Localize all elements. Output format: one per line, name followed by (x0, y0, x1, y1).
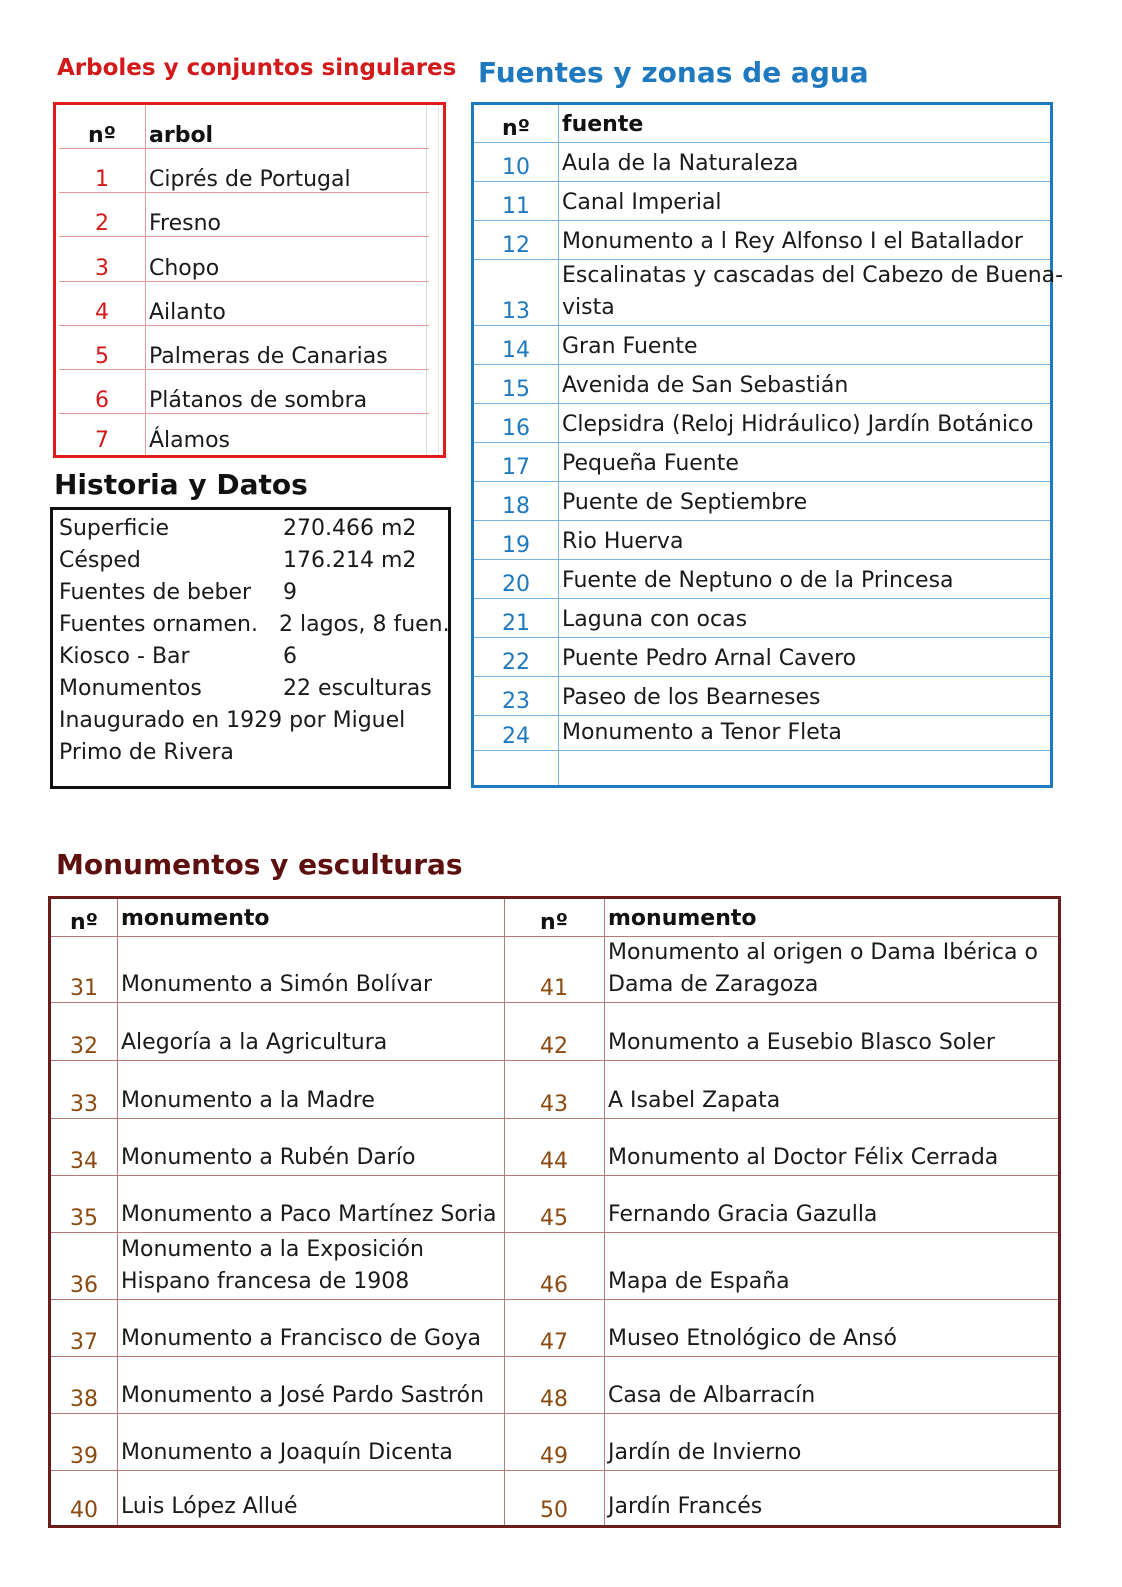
table-row (59, 238, 429, 282)
monument-name: Museo Etnológico de Ansó (608, 1326, 897, 1351)
tree-number: 5 (95, 344, 109, 369)
monument-name: Fernando Gracia Gazulla (608, 1202, 878, 1227)
monuments-col-number-header: nº (539, 910, 569, 935)
monument-name: Monumento a Rubén Darío (121, 1145, 416, 1170)
history-box (50, 507, 451, 789)
water-number: 11 (502, 194, 530, 219)
history-label: Monumentos (59, 676, 202, 701)
water-name: Pequeña Fuente (562, 451, 739, 476)
table-row (474, 326, 1050, 365)
water-name: Paseo de los Bearneses (562, 685, 821, 710)
monuments-heading: Monumentos y esculturas (56, 848, 463, 881)
history-label: Superficie (59, 516, 170, 541)
monument-name: Mapa de España (608, 1269, 790, 1294)
history-inaugurated: Inaugurado en 1929 por Miguel (59, 708, 406, 733)
tree-number: 1 (95, 167, 109, 192)
history-label: Césped (59, 548, 141, 573)
water-col-name-header: fuente (562, 112, 644, 137)
water-name: Escalinatas y cascadas del Cabezo de Buena- (562, 263, 1064, 288)
monuments-table (48, 896, 1061, 1528)
table-row (51, 1471, 1058, 1525)
water-number: 21 (502, 611, 530, 636)
monuments-col-name-header: monumento (608, 906, 757, 931)
water-name: Fuente de Neptuno o de la Princesa (562, 568, 954, 593)
monument-number: 49 (540, 1444, 568, 1469)
monument-name: Luis López Allué (121, 1494, 298, 1519)
table-row (59, 282, 429, 326)
monument-number: 45 (540, 1206, 568, 1231)
water-number: 15 (502, 377, 530, 402)
tree-name: Álamos (149, 428, 230, 453)
history-label: Fuentes ornamen. (59, 612, 258, 637)
monument-name-cont: Hispano francesa de 1908 (121, 1269, 410, 1294)
history-label: Kiosco - Bar (59, 644, 190, 669)
monument-number: 36 (70, 1273, 98, 1298)
tree-number: 6 (95, 388, 109, 413)
table-row (474, 221, 1050, 260)
history-heading: Historia y Datos (54, 468, 308, 501)
monument-number: 47 (540, 1330, 568, 1355)
monument-name: Alegoría a la Agricultura (121, 1030, 388, 1055)
tree-name: Chopo (149, 256, 220, 281)
table-row (51, 1176, 1058, 1233)
monument-name: Monumento a Joaquín Dicenta (121, 1440, 453, 1465)
history-value: 2 lagos, 8 fuen. (279, 612, 450, 637)
history-value: 176.214 m2 (283, 548, 417, 573)
tree-name: Ailanto (149, 300, 226, 325)
monument-number: 41 (540, 976, 568, 1001)
monument-name: Jardín de Invierno (608, 1440, 802, 1465)
monument-number: 46 (540, 1273, 568, 1298)
monument-number: 32 (70, 1034, 98, 1059)
water-heading: Fuentes y zonas de agua (478, 56, 869, 89)
monument-number: 38 (70, 1387, 98, 1412)
monument-number: 31 (70, 976, 98, 1001)
water-name: Puente Pedro Arnal Cavero (562, 646, 857, 671)
monument-number: 50 (540, 1498, 568, 1523)
water-name: Avenida de San Sebastián (562, 373, 849, 398)
water-number: 24 (502, 724, 530, 749)
table-row (474, 182, 1050, 221)
water-name: Laguna con ocas (562, 607, 748, 632)
water-number: 10 (502, 155, 530, 180)
table-row (51, 1300, 1058, 1357)
tree-name: Plátanos de sombra (149, 388, 368, 413)
water-number: 17 (502, 455, 530, 480)
row-divider (59, 236, 429, 237)
table-row (474, 443, 1050, 482)
table-row (474, 482, 1050, 521)
monument-number: 34 (70, 1149, 98, 1174)
table-row (51, 937, 1058, 1003)
monument-name: Monumento al origen o Dama Ibérica o (608, 940, 1038, 965)
monument-name: A Isabel Zapata (608, 1088, 781, 1113)
monument-name: Jardín Francés (608, 1494, 763, 1519)
table-row (474, 560, 1050, 599)
monument-name: Monumento a Paco Martínez Soria (121, 1202, 497, 1227)
tree-name: Fresno (149, 211, 222, 236)
tree-name: Palmeras de Canarias (149, 344, 388, 369)
water-number: 22 (502, 650, 530, 675)
table-row (474, 716, 1050, 751)
water-name: Canal Imperial (562, 190, 722, 215)
history-value: 6 (283, 644, 297, 669)
table-row (474, 599, 1050, 638)
water-number: 23 (502, 689, 530, 714)
monument-number: 42 (540, 1034, 568, 1059)
water-number: 12 (502, 233, 530, 258)
table-row (59, 326, 429, 370)
table-row (59, 193, 429, 237)
water-name: Gran Fuente (562, 334, 698, 359)
tree-number: 2 (95, 211, 109, 236)
trees-col-number-header: nº (87, 123, 117, 148)
history-value: 270.466 m2 (283, 516, 417, 541)
water-name: Monumento a Tenor Fleta (562, 720, 842, 745)
monument-number: 43 (540, 1092, 568, 1117)
water-number: 16 (502, 416, 530, 441)
monument-name: Monumento a José Pardo Sastrón (121, 1383, 485, 1408)
table-row (474, 404, 1050, 443)
tree-number: 4 (95, 300, 109, 325)
monument-number: 40 (70, 1498, 98, 1523)
table-row (51, 1357, 1058, 1414)
monument-number: 39 (70, 1444, 98, 1469)
trees-header-row (59, 105, 429, 149)
monument-number: 37 (70, 1330, 98, 1355)
table-row (474, 143, 1050, 182)
trees-table (53, 102, 446, 458)
monuments-header-row (51, 899, 1058, 937)
table-row (59, 370, 429, 414)
monument-name: Casa de Albarracín (608, 1383, 816, 1408)
water-number: 19 (502, 533, 530, 558)
table-row (474, 521, 1050, 560)
history-value: 9 (283, 580, 297, 605)
table-row (51, 1003, 1058, 1061)
history-label: Fuentes de beber (59, 580, 252, 605)
water-number: 13 (502, 299, 530, 324)
water-name: Aula de la Naturaleza (562, 151, 799, 176)
monument-number: 44 (540, 1149, 568, 1174)
monuments-col-name-header: monumento (121, 906, 270, 931)
history-value: 22 esculturas (283, 676, 432, 701)
water-table (471, 102, 1064, 788)
water-number: 20 (502, 572, 530, 597)
monument-name: Monumento a Francisco de Goya (121, 1326, 482, 1351)
monument-number: 48 (540, 1387, 568, 1412)
monument-number: 33 (70, 1092, 98, 1117)
monument-number: 35 (70, 1206, 98, 1231)
tree-number: 7 (95, 428, 109, 453)
water-name: Rio Huerva (562, 529, 684, 554)
table-row (474, 677, 1050, 716)
table-row (51, 1119, 1058, 1176)
water-number: 14 (502, 338, 530, 363)
water-header-row (474, 105, 1050, 143)
monuments-col-number-header: nº (69, 910, 99, 935)
trees-heading: Arboles y conjuntos singulares (57, 55, 457, 81)
monument-name: Monumento al Doctor Félix Cerrada (608, 1145, 999, 1170)
monument-name: Monumento a la Exposición (121, 1237, 424, 1262)
water-name: Clepsidra (Reloj Hidráulico) Jardín Botánico (562, 412, 1034, 437)
row-divider (474, 750, 1050, 751)
trees-grid-line (438, 105, 439, 455)
table-row (59, 414, 429, 454)
water-number: 18 (502, 494, 530, 519)
table-row (474, 260, 1064, 326)
history-inaugurated-cont: Primo de Rivera (59, 740, 234, 765)
table-row (51, 1233, 1058, 1300)
water-name: Monumento a l Rey Alfonso I el Batallador (562, 229, 1023, 254)
tree-number: 3 (95, 256, 109, 281)
table-row (51, 1414, 1058, 1471)
table-row (474, 638, 1050, 677)
monument-name: Monumento a la Madre (121, 1088, 375, 1113)
table-row (59, 149, 429, 193)
tree-name: Ciprés de Portugal (149, 167, 351, 192)
table-row (51, 1061, 1058, 1119)
monument-name: Monumento a Simón Bolívar (121, 972, 433, 997)
water-name-cont: vista (562, 295, 615, 320)
water-col-number-header: nº (501, 116, 531, 141)
trees-col-name-header: arbol (149, 123, 214, 148)
monument-name-cont: Dama de Zaragoza (608, 972, 819, 997)
table-row (474, 365, 1050, 404)
monument-name: Monumento a Eusebio Blasco Soler (608, 1030, 995, 1055)
water-name: Puente de Septiembre (562, 490, 808, 515)
